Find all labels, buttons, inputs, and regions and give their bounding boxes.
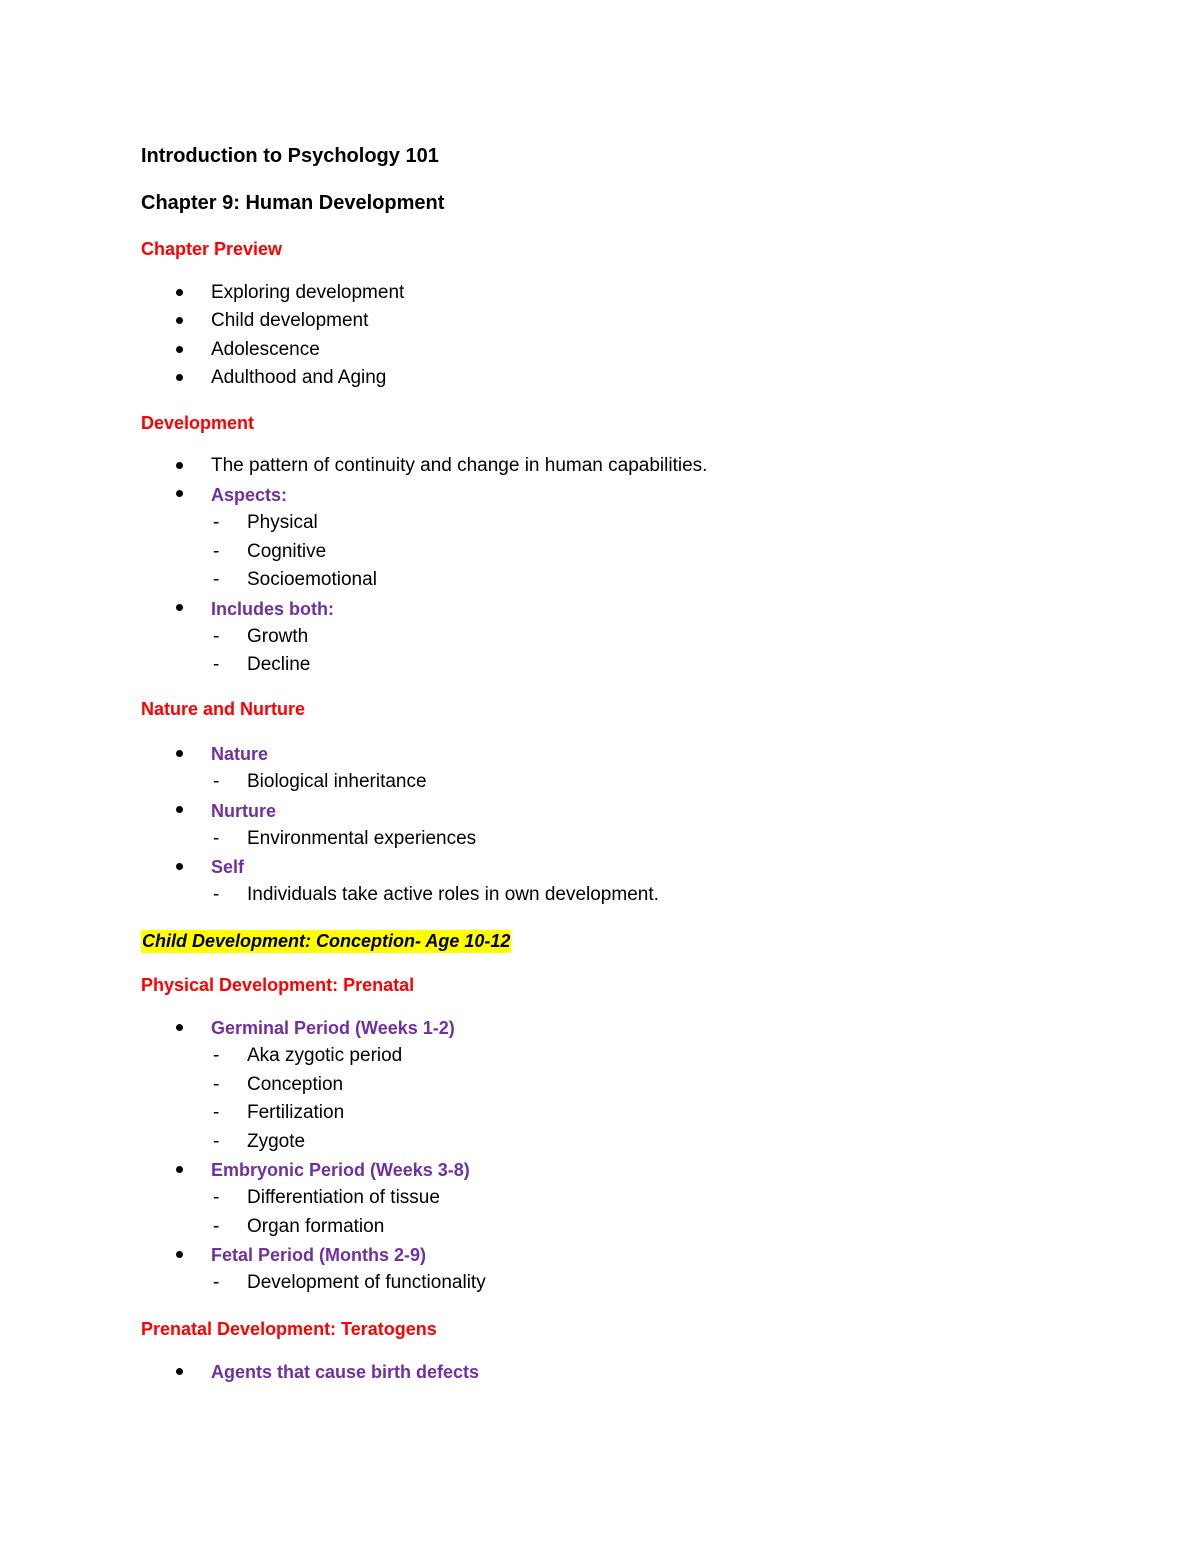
list-item: Socioemotional: [247, 569, 377, 590]
bullet-icon: [176, 1368, 183, 1375]
list-item: Growth: [247, 626, 309, 647]
subheading-includes: Includes both:: [211, 599, 334, 619]
dash-marker: -: [213, 1045, 220, 1066]
bullet-icon: [176, 490, 183, 497]
bullet-icon: [176, 750, 183, 757]
list-item: Cognitive: [247, 541, 327, 562]
document-title: Introduction to Psychology 101: [141, 145, 439, 167]
subheading-germinal: Germinal Period (Weeks 1-2): [211, 1018, 455, 1038]
list-item: Environmental experiences: [247, 828, 477, 849]
dash-marker: -: [213, 512, 220, 533]
bullet-icon: [176, 1024, 183, 1031]
list-item: Fertilization: [247, 1102, 345, 1123]
list-item: Adolescence: [211, 339, 320, 360]
list-item: Development of functionality: [247, 1272, 486, 1293]
section-heading-nature-nurture: Nature and Nurture: [141, 699, 306, 719]
bullet-icon: [176, 462, 183, 469]
bullet-icon: [176, 317, 183, 324]
dash-marker: -: [213, 569, 220, 590]
list-item: Individuals take active roles in own development.: [247, 884, 659, 905]
dash-marker: -: [213, 1131, 220, 1152]
subheading-agents: Agents that cause birth defects: [211, 1362, 480, 1382]
dash-marker: -: [213, 654, 220, 675]
dash-marker: -: [213, 1102, 220, 1123]
subheading-self: Self: [211, 857, 245, 877]
list-item: Child development: [211, 310, 369, 331]
list-item: Conception: [247, 1074, 344, 1095]
list-item: Zygote: [247, 1131, 306, 1152]
section-heading-prenatal: Physical Development: Prenatal: [141, 975, 415, 995]
list-item: The pattern of continuity and change in human capabilities.: [211, 455, 708, 476]
dash-marker: -: [213, 771, 220, 792]
dash-marker: -: [213, 884, 220, 905]
list-item: Differentiation of tissue: [247, 1187, 440, 1208]
bullet-icon: [176, 863, 183, 870]
bullet-icon: [176, 1251, 183, 1258]
dash-marker: -: [213, 1272, 220, 1293]
bullet-icon: [176, 289, 183, 296]
list-item: Physical: [247, 512, 318, 533]
bullet-icon: [176, 1166, 183, 1173]
subheading-embryonic: Embryonic Period (Weeks 3-8): [211, 1160, 470, 1180]
list-item: Organ formation: [247, 1216, 385, 1237]
bullet-icon: [176, 604, 183, 611]
subheading-nurture: Nurture: [211, 801, 277, 821]
dash-marker: -: [213, 1074, 220, 1095]
subheading-fetal: Fetal Period (Months 2-9): [211, 1245, 427, 1265]
dash-marker: -: [213, 1216, 220, 1237]
list-item: Biological inheritance: [247, 771, 427, 792]
section-heading-teratogens: Prenatal Development: Teratogens: [141, 1319, 437, 1339]
chapter-title: Chapter 9: Human Development: [141, 192, 445, 214]
dash-marker: -: [213, 1187, 220, 1208]
subheading-nature: Nature: [211, 744, 269, 764]
dash-marker: -: [213, 828, 220, 849]
bullet-icon: [176, 346, 183, 353]
bullet-icon: [176, 374, 183, 381]
subheading-aspects: Aspects:: [211, 485, 288, 505]
highlighted-heading-child-development: Child Development: Conception- Age 10-12: [142, 931, 511, 951]
bullet-icon: [176, 806, 183, 813]
section-heading-development: Development: [141, 413, 255, 433]
list-item: Exploring development: [211, 282, 405, 303]
highlighted-heading-container: [141, 929, 511, 954]
section-heading-preview: Chapter Preview: [141, 239, 283, 259]
list-item: Aka zygotic period: [247, 1045, 403, 1066]
list-item: Adulthood and Aging: [211, 367, 387, 388]
dash-marker: -: [213, 541, 220, 562]
list-item: Decline: [247, 654, 311, 675]
dash-marker: -: [213, 626, 220, 647]
